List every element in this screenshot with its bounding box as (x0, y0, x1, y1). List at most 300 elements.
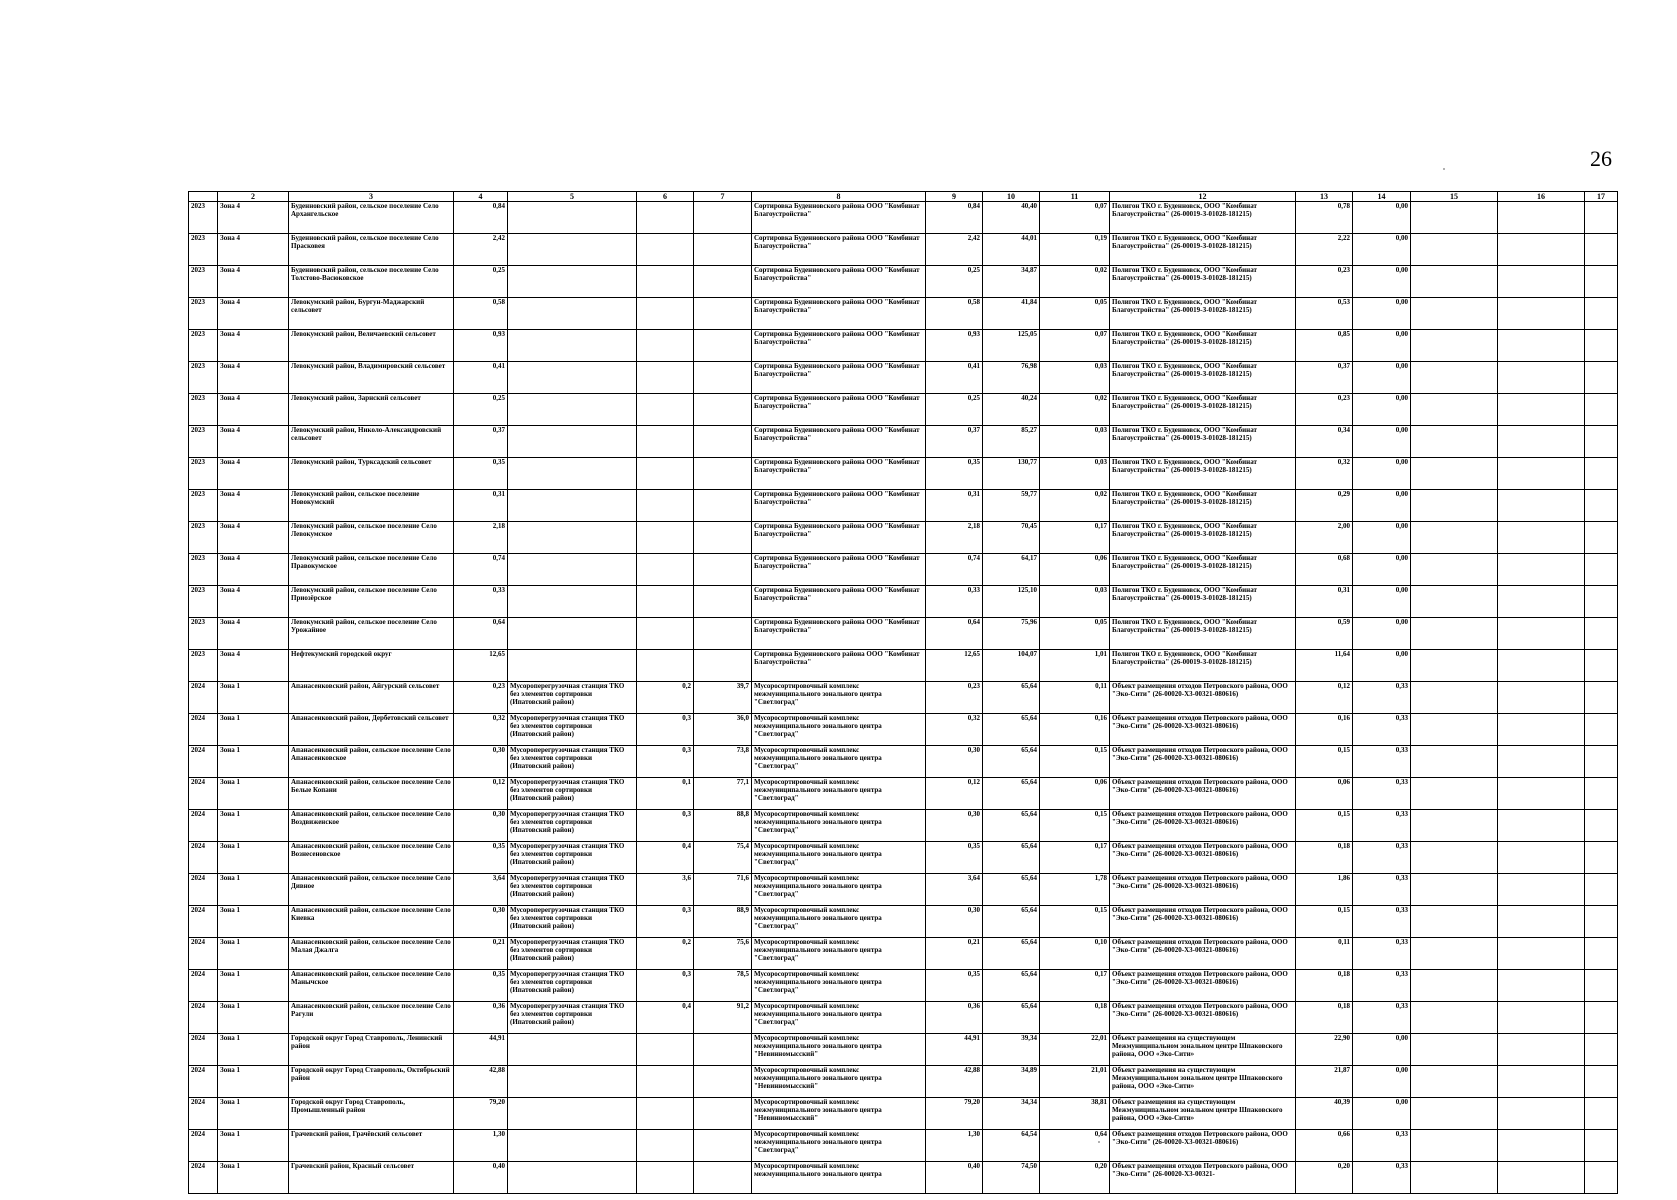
table-cell (637, 266, 694, 298)
table-cell: Зона 4 (218, 522, 289, 554)
table-cell (1498, 586, 1585, 618)
table-cell: Сортировка Буденновского района ООО "Комбинат Благоустройства" (752, 522, 926, 554)
table-cell (508, 618, 637, 650)
table-cell: Зона 1 (218, 970, 289, 1002)
table-cell (637, 618, 694, 650)
table-cell: Мусоросортировочный комплекс межмуниципального зонального центра "Светлоград" (752, 682, 926, 714)
table-cell (1498, 1162, 1585, 1194)
table-cell: 0,21 (454, 938, 508, 970)
table-cell (1585, 1002, 1618, 1034)
table-cell (1411, 970, 1498, 1002)
table-cell: Грачевский район, Грачёвский сельсовет (289, 1130, 454, 1162)
table-cell: 0,05 (1040, 618, 1110, 650)
table-cell: 0,06 (1040, 554, 1110, 586)
table-cell: 40,39 (1296, 1098, 1353, 1130)
table-cell (694, 234, 752, 266)
table-cell (1585, 426, 1618, 458)
table-cell: 3,6 (637, 874, 694, 906)
table-cell (1585, 650, 1618, 682)
header-cell-blank (189, 192, 218, 202)
table-cell: Зона 4 (218, 394, 289, 426)
table-cell: 2023 (189, 618, 218, 650)
table-cell: Зона 1 (218, 1162, 289, 1194)
table-cell: 0,00 (1353, 426, 1411, 458)
table-cell: 0,03 (1040, 362, 1110, 394)
table-cell: 0,15 (1040, 906, 1110, 938)
table-cell: 41,84 (983, 298, 1040, 330)
table-cell (1585, 810, 1618, 842)
table-cell (1585, 746, 1618, 778)
table-cell (1498, 970, 1585, 1002)
table-cell: 0,33 (1353, 682, 1411, 714)
table-cell (694, 426, 752, 458)
table-cell: 1,86 (1296, 874, 1353, 906)
table-cell: 12,65 (926, 650, 983, 682)
table-cell (637, 202, 694, 234)
table-cell: 0,36 (926, 1002, 983, 1034)
table-cell: Зона 4 (218, 458, 289, 490)
table-row (189, 1066, 1618, 1098)
table-cell (1498, 778, 1585, 810)
table-cell (1585, 394, 1618, 426)
table-cell: Зона 1 (218, 714, 289, 746)
table-cell: 59,77 (983, 490, 1040, 522)
header-cell: 3 (289, 192, 454, 202)
table-cell: 91,2 (694, 1002, 752, 1034)
header-cell: 12 (1110, 192, 1296, 202)
header-cell: 5 (508, 192, 637, 202)
header-cell: 10 (983, 192, 1040, 202)
table-cell: Зона 1 (218, 1130, 289, 1162)
table-cell: Объект размещения отходов Петровского района, ООО "Эко-Сити" (26-00020-Х3-00321-080616) (1110, 746, 1296, 778)
table-cell: Левокумский район, сельское поселение Село Правокумское (289, 554, 454, 586)
table-cell: 3,64 (454, 874, 508, 906)
table-cell (1498, 938, 1585, 970)
table-cell (1585, 778, 1618, 810)
table-cell: 0,00 (1353, 1098, 1411, 1130)
table-cell (694, 1130, 752, 1162)
table-cell: 2,22 (1296, 234, 1353, 266)
header-cell: 2 (218, 192, 289, 202)
table-cell: 0,00 (1353, 618, 1411, 650)
table-cell: 0,18 (1040, 1002, 1110, 1034)
table-cell (1498, 714, 1585, 746)
table-cell (1498, 202, 1585, 234)
table-cell: Мусоросортировочный комплекс межмуниципального зонального центра "Светлоград" (752, 1002, 926, 1034)
table-row (189, 234, 1618, 266)
table-cell (508, 1130, 637, 1162)
table-cell: 76,98 (983, 362, 1040, 394)
table-cell: 0,30 (454, 746, 508, 778)
table-cell: Зона 4 (218, 266, 289, 298)
table-cell: 2023 (189, 586, 218, 618)
table-cell: 21,01 (1040, 1066, 1110, 1098)
table-cell (694, 394, 752, 426)
table-row (189, 1130, 1618, 1162)
table-cell: 0,41 (454, 362, 508, 394)
table-cell: 0,31 (926, 490, 983, 522)
table-cell: Мусоросортировочный комплекс межмуниципального зонального центра "Невинномысский" (752, 1066, 926, 1098)
table-cell: 2024 (189, 874, 218, 906)
header-cell: 8 (752, 192, 926, 202)
table-cell: Зона 4 (218, 618, 289, 650)
table-cell: Объект размещения отходов Петровского района, ООО "Эко-Сити" (26-00020-Х3-00321-080616) (1110, 970, 1296, 1002)
table-header (189, 192, 1618, 202)
table-cell: Левокумский район, Бургун-Маджарский сельсовет (289, 298, 454, 330)
table-cell: 0,58 (926, 298, 983, 330)
table-cell (637, 490, 694, 522)
table-cell: 34,89 (983, 1066, 1040, 1098)
table-cell (1411, 1066, 1498, 1098)
table-cell (694, 458, 752, 490)
table-cell: 73,8 (694, 746, 752, 778)
table-row (189, 394, 1618, 426)
table-cell: 0,30 (926, 746, 983, 778)
table-cell: 0,33 (1353, 778, 1411, 810)
table-cell: 0,35 (454, 842, 508, 874)
table-cell (508, 298, 637, 330)
table-cell: 0,40 (454, 1162, 508, 1194)
table-cell: 2024 (189, 938, 218, 970)
table-cell: 44,01 (983, 234, 1040, 266)
table-cell (1411, 1034, 1498, 1066)
table-cell: 2023 (189, 298, 218, 330)
table-cell: Зона 4 (218, 650, 289, 682)
table-cell: 65,64 (983, 874, 1040, 906)
table-cell: Объект размещения отходов Петровского района, ООО "Эко-Сити" (26-00020-Х3-00321-080616) (1110, 714, 1296, 746)
table-cell (1498, 298, 1585, 330)
table-cell: 2024 (189, 1162, 218, 1194)
table-cell: Сортировка Буденновского района ООО "Комбинат Благоустройства" (752, 586, 926, 618)
table-row (189, 938, 1618, 970)
table-cell: 74,50 (983, 1162, 1040, 1194)
table-cell: 0,00 (1353, 458, 1411, 490)
table-cell: 0,33 (1353, 874, 1411, 906)
table-cell: 65,64 (983, 714, 1040, 746)
table-cell: 64,17 (983, 554, 1040, 586)
table-cell (1498, 266, 1585, 298)
table-cell: 0,33 (1353, 970, 1411, 1002)
table-row (189, 1098, 1618, 1130)
table-cell: Апанасенковский район, сельское поселение Село Малая Джалга (289, 938, 454, 970)
table-cell: Полигон ТКО г. Буденновск, ООО "Комбинат Благоустройства" (26-00019-З-01028-181215) (1110, 650, 1296, 682)
table-cell: Апанасенковский район, Айгурский сельсовет (289, 682, 454, 714)
table-cell: Левокумский район, сельское поселение Село Приозёрское (289, 586, 454, 618)
table-cell (637, 1130, 694, 1162)
table-cell: 0,3 (637, 970, 694, 1002)
table-cell (1498, 1066, 1585, 1098)
table-cell: 1,01 (1040, 650, 1110, 682)
table-cell: 0,00 (1353, 362, 1411, 394)
table-cell: Городской округ Город Ставрополь, Промышленный район (289, 1098, 454, 1130)
register-table (188, 191, 1618, 1194)
table-cell: 0,12 (926, 778, 983, 810)
table-cell (1411, 426, 1498, 458)
table-cell: 0,07 (1040, 330, 1110, 362)
header-cell: 14 (1353, 192, 1411, 202)
table-row (189, 1002, 1618, 1034)
table-cell: 0,37 (454, 426, 508, 458)
table-cell: 0,34 (1296, 426, 1353, 458)
table-cell (637, 1162, 694, 1194)
table-cell: Полигон ТКО г. Буденновск, ООО "Комбинат Благоустройства" (26-00019-З-01028-181215) (1110, 394, 1296, 426)
table-cell (1411, 330, 1498, 362)
table-cell (1585, 1098, 1618, 1130)
table-cell: Сортировка Буденновского района ООО "Комбинат Благоустройства" (752, 330, 926, 362)
table-cell (1411, 874, 1498, 906)
table-row (189, 810, 1618, 842)
table-cell: 42,88 (454, 1066, 508, 1098)
table-cell: Мусороперегрузочная станция ТКО без элементов сортировки (Ипатовский район) (508, 842, 637, 874)
table-cell: 0,17 (1040, 522, 1110, 554)
table-cell (1411, 202, 1498, 234)
table-cell (694, 266, 752, 298)
table-cell: 0,30 (926, 906, 983, 938)
table-cell: Объект размещения отходов Петровского района, ООО "Эко-Сити" (26-00020-Х3-00321-080616) (1110, 778, 1296, 810)
table-cell: 2023 (189, 330, 218, 362)
table-cell: 0,33 (1353, 1130, 1411, 1162)
table-cell: 1,30 (454, 1130, 508, 1162)
table-cell: 0,41 (926, 362, 983, 394)
table-cell: 75,4 (694, 842, 752, 874)
table-cell (1498, 458, 1585, 490)
table-row (189, 906, 1618, 938)
header-cell: 11 (1040, 192, 1110, 202)
table-cell (1411, 746, 1498, 778)
table-cell (508, 586, 637, 618)
table-cell: 2023 (189, 362, 218, 394)
table-cell: Объект размещения на существующем Межмуниципальном зональном центре Шпаковского района, ООО «Эко-Сити» (1110, 1034, 1296, 1066)
table-cell (508, 202, 637, 234)
table-cell: Нефтекумский городской округ (289, 650, 454, 682)
table-body (189, 202, 1618, 1194)
table-cell: 0,40 (926, 1162, 983, 1194)
table-cell: Объект размещения отходов Петровского района, ООО "Эко-Сити" (26-00020-Х3-00321-080616) (1110, 1130, 1296, 1162)
table-cell: 40,40 (983, 202, 1040, 234)
header-cell: 9 (926, 192, 983, 202)
table-cell (508, 1098, 637, 1130)
table-cell (1498, 554, 1585, 586)
table-cell: 0,21 (926, 938, 983, 970)
table-cell: 0,36 (454, 1002, 508, 1034)
table-cell: Буденновский район, сельское поселение Село Толстово-Васюковское (289, 266, 454, 298)
table-cell: 0,74 (454, 554, 508, 586)
table-cell: Зона 1 (218, 874, 289, 906)
table-cell: 0,33 (1353, 810, 1411, 842)
table-cell (1498, 1034, 1585, 1066)
table-cell: Зона 1 (218, 1034, 289, 1066)
table-cell: 0,32 (454, 714, 508, 746)
table-cell: 2023 (189, 490, 218, 522)
table-cell: 0,4 (637, 1002, 694, 1034)
table-row (189, 554, 1618, 586)
table-cell: Полигон ТКО г. Буденновск, ООО "Комбинат Благоустройства" (26-00019-З-01028-181215) (1110, 330, 1296, 362)
table-cell: Городской округ Город Ставрополь, Октябрьский район (289, 1066, 454, 1098)
table-cell: 0,20 (1040, 1162, 1110, 1194)
table-cell: 0,18 (1296, 970, 1353, 1002)
table-cell (637, 330, 694, 362)
table-cell: Зона 4 (218, 554, 289, 586)
table-cell: Зона 4 (218, 330, 289, 362)
table-cell: Полигон ТКО г. Буденновск, ООО "Комбинат Благоустройства" (26-00019-З-01028-181215) (1110, 298, 1296, 330)
table-cell: Мусоросортировочный комплекс межмуниципального зонального центра "Светлоград" (752, 1130, 926, 1162)
table-cell: 0,05 (1040, 298, 1110, 330)
table-cell (694, 1034, 752, 1066)
table-cell: 0,35 (454, 970, 508, 1002)
table-cell: Сортировка Буденновского района ООО "Комбинат Благоустройства" (752, 394, 926, 426)
table-cell: 22,90 (1296, 1034, 1353, 1066)
table-cell: Полигон ТКО г. Буденновск, ООО "Комбинат Благоустройства" (26-00019-З-01028-181215) (1110, 586, 1296, 618)
table-cell (694, 586, 752, 618)
table-cell: 21,87 (1296, 1066, 1353, 1098)
table-cell: 44,91 (926, 1034, 983, 1066)
table-cell: 2,42 (454, 234, 508, 266)
table-cell: 2024 (189, 682, 218, 714)
table-cell (1585, 842, 1618, 874)
table-cell: 0,06 (1040, 778, 1110, 810)
table-cell: 0,12 (1296, 682, 1353, 714)
table-cell: 0,84 (926, 202, 983, 234)
table-cell (1498, 1098, 1585, 1130)
table-cell: 0,03 (1040, 586, 1110, 618)
table-cell: 125,10 (983, 586, 1040, 618)
table-cell (1411, 1098, 1498, 1130)
table-cell (1411, 522, 1498, 554)
table-cell: 0,93 (926, 330, 983, 362)
table-cell: 0,02 (1040, 394, 1110, 426)
table-cell: Объект размещения на существующем Межмуниципальном зональном центре Шпаковского района, ООО «Эко-Сити» (1110, 1098, 1296, 1130)
table-cell: Апанасенковский район, сельское поселение Село Белые Копани (289, 778, 454, 810)
table-cell: 0,18 (1296, 842, 1353, 874)
table-cell: Зона 4 (218, 586, 289, 618)
table-cell: 2024 (189, 746, 218, 778)
table-cell (1498, 490, 1585, 522)
table-cell: 39,34 (983, 1034, 1040, 1066)
table-cell (1498, 810, 1585, 842)
table-cell: 0,32 (1296, 458, 1353, 490)
table-cell: 0,66 (1296, 1130, 1353, 1162)
table-cell (508, 1034, 637, 1066)
table-cell: Полигон ТКО г. Буденновск, ООО "Комбинат Благоустройства" (26-00019-З-01028-181215) (1110, 266, 1296, 298)
table-cell: Сортировка Буденновского района ООО "Комбинат Благоустройства" (752, 362, 926, 394)
table-cell: Зона 1 (218, 1098, 289, 1130)
table-cell: 2,42 (926, 234, 983, 266)
table-cell: Мусоросортировочный комплекс межмуниципального зонального центра "Светлоград" (752, 938, 926, 970)
table-cell: 0,64 (926, 618, 983, 650)
table-cell (694, 522, 752, 554)
table-cell: Объект размещения отходов Петровского района, ООО "Эко-Сити" (26-00020-Х3-00321-080616) (1110, 810, 1296, 842)
table-cell: 0,02 (1040, 266, 1110, 298)
table-cell: Городской округ Город Ставрополь, Ленинский район (289, 1034, 454, 1066)
table-cell: 65,64 (983, 1002, 1040, 1034)
table-cell (1411, 394, 1498, 426)
table-cell: 65,64 (983, 746, 1040, 778)
header-cell: 16 (1498, 192, 1585, 202)
table-cell (637, 1034, 694, 1066)
table-cell: 0,4 (637, 842, 694, 874)
table-cell: 0,29 (1296, 490, 1353, 522)
table-cell: Мусоросортировочный комплекс межмуниципального зонального центра "Светлоград" (752, 874, 926, 906)
table-cell: 0,3 (637, 810, 694, 842)
table-cell: 0,33 (1353, 714, 1411, 746)
table-cell (508, 650, 637, 682)
table-cell: 2024 (189, 778, 218, 810)
table-cell: 0,16 (1296, 714, 1353, 746)
table-cell: 1,30 (926, 1130, 983, 1162)
table-cell: 0,23 (1296, 394, 1353, 426)
table-cell: 2024 (189, 906, 218, 938)
table-cell: Зона 4 (218, 234, 289, 266)
table-cell: Сортировка Буденновского района ООО "Комбинат Благоустройства" (752, 266, 926, 298)
table-cell (1585, 938, 1618, 970)
table-cell: 0,84 (454, 202, 508, 234)
table-cell (637, 234, 694, 266)
table-cell: 65,64 (983, 970, 1040, 1002)
table-cell: 0,33 (1353, 842, 1411, 874)
table-cell: 2023 (189, 554, 218, 586)
table-cell: Зона 4 (218, 490, 289, 522)
table-cell: 0,37 (926, 426, 983, 458)
header-cell: 13 (1296, 192, 1353, 202)
table-cell: Мусоросортировочный комплекс межмуниципального зонального центра "Светлоград" (752, 810, 926, 842)
table-cell (1585, 714, 1618, 746)
table-cell: 2024 (189, 1066, 218, 1098)
table-cell: 64,54 (983, 1130, 1040, 1162)
table-row (189, 490, 1618, 522)
table-cell: Мусороперегрузочная станция ТКО без элементов сортировки (Ипатовский район) (508, 810, 637, 842)
table-cell (1411, 586, 1498, 618)
table-cell: 2,18 (926, 522, 983, 554)
table-cell: 2024 (189, 1098, 218, 1130)
table-cell: 12,65 (454, 650, 508, 682)
table-cell: 0,00 (1353, 394, 1411, 426)
table-cell (694, 1098, 752, 1130)
table-cell: Апанасенковский район, сельское поселение Село Воздвиженское (289, 810, 454, 842)
table-cell: 0,15 (1040, 746, 1110, 778)
table-cell: 0,33 (926, 586, 983, 618)
table-cell: 0,06 (1296, 778, 1353, 810)
table-cell: 34,87 (983, 266, 1040, 298)
table-cell: 36,0 (694, 714, 752, 746)
table-cell: 0,53 (1296, 298, 1353, 330)
table-cell (508, 234, 637, 266)
table-cell: 125,05 (983, 330, 1040, 362)
table-cell: 0,74 (926, 554, 983, 586)
table-cell: Буденновский район, сельское поселение Село Архангельское (289, 202, 454, 234)
table-cell: 0,35 (926, 842, 983, 874)
table-cell: 0,20 (1296, 1162, 1353, 1194)
table-cell (637, 554, 694, 586)
table-cell (1585, 266, 1618, 298)
table-cell: Зона 1 (218, 938, 289, 970)
table-cell: Сортировка Буденновского района ООО "Комбинат Благоустройства" (752, 554, 926, 586)
table-cell (1411, 778, 1498, 810)
table-cell: 0,17 (1040, 842, 1110, 874)
table-cell (1585, 906, 1618, 938)
table-cell: 0,31 (1296, 586, 1353, 618)
table-cell: Мусороперегрузочная станция ТКО без элементов сортировки (Ипатовский район) (508, 874, 637, 906)
table-row (189, 362, 1618, 394)
table-cell: Апанасенковский район, сельское поселение Село Вознесеновское (289, 842, 454, 874)
table-cell (1498, 1002, 1585, 1034)
table-cell (1585, 330, 1618, 362)
table-cell: 0,68 (1296, 554, 1353, 586)
table-cell (508, 426, 637, 458)
header-cell: 6 (637, 192, 694, 202)
table-cell: 0,18 (1296, 1002, 1353, 1034)
table-cell (694, 330, 752, 362)
table-row (189, 842, 1618, 874)
